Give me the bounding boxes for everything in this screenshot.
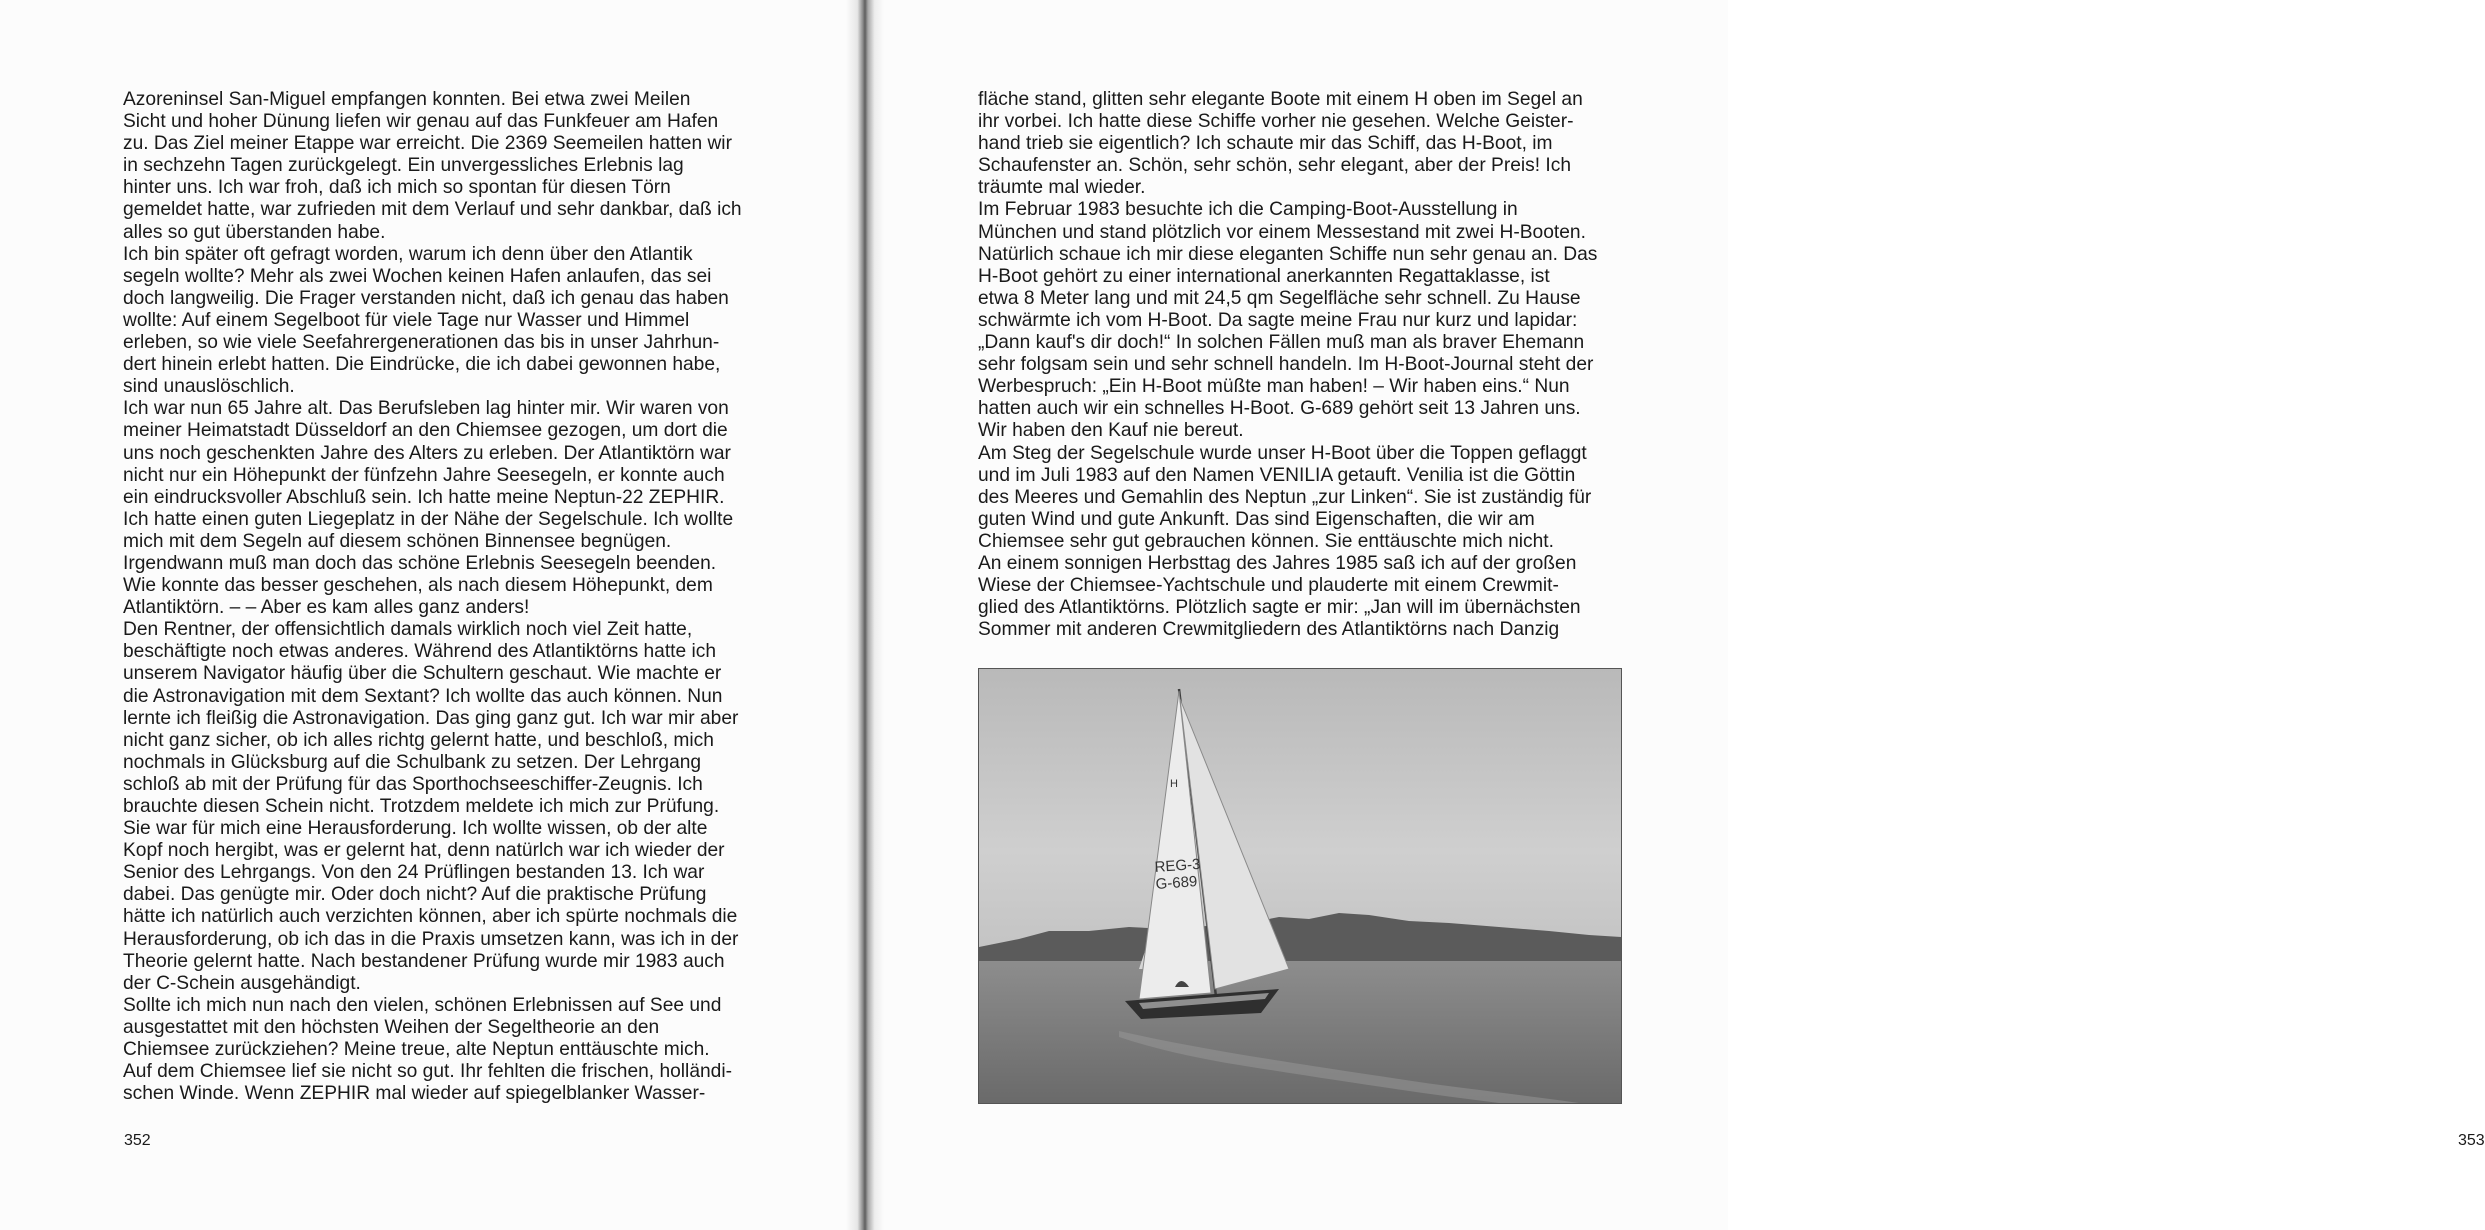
sailboat-photo	[978, 668, 1622, 1104]
page-number-left: 352	[124, 1132, 151, 1149]
paragraph: Azoreninsel San-Miguel empfangen konnten. Bei etwa zwei Meilen Sicht und hoher Dünung liefen wir genau auf das Funkfeuer am Hafen zu. Das Ziel meiner Etappe war erreicht. Die 2369 Seemeilen hatten wir in sechzehn Tagen zurückgelegt. Ein unvergessliches Erlebnis lag hinter uns. Ich war froh, daß ich mich so spontan für diesen Törn gemeldet hatte, war zufrieden mit dem Verlauf und sehr dankbar, daß ich alles so gut überstanden habe.	[123, 89, 742, 243]
paragraph: fläche stand, glitten sehr elegante Boote mit einem H oben im Segel an ihr vorbei. Ich hatte diese Schiffe vorher nie gesehen. Welche Geister- hand trieb sie eigentlich? Ich schaute mir das Schiff, das H-Boot, im Schaufenster an. Schön, sehr schön, sehr elegant, aber der Preis! Ich träumte mal wieder.	[978, 89, 1583, 199]
paragraph: Ich bin später oft gefragt worden, warum ich denn über den Atlantik segeln wollte? Mehr als zwei Wochen keinen Hafen anlaufen, das sei doch langweilig. Die Frager verstanden nicht, daß ich genau das haben wollte: Auf einem Segelboot für viele Tage nur Wasser und Himmel erleben, so wie viele Seefahrergenerationen das bis in unser Jahrhun- dert hinein erlebt hatten. Die Eindrücke, die ich dabei gewonnen habe, sind unauslöschlich.	[123, 243, 729, 398]
paragraph: Ich war nun 65 Jahre alt. Das Berufsleben lag hinter mir. Wir waren von meiner Heimatstadt Düsseldorf an den Chiemsee gezogen, um dort die uns noch geschenkten Jahre des Alters zu erleben. Der Atlantiktörn war nicht nur ein Höhepunkt der fünfzehn Jahre Seesegeln, er konnte auch ein eindrucksvoller Abschluß sein. Ich hatte meine Neptun-22 ZEPHIR. Ich hatte einen guten Liegeplatz in der Nähe der Segelschule. Ich wollte mich mit dem Segeln auf diesem schönen Binnensee begnügen. Irgendwann muß man doch das schöne Erlebnis Seesegeln beenden. Wie konnte das besser geschehen, als nach diesem Höhepunkt, dem Atlantiktörn. – – Aber es kam alles ganz anders!	[123, 398, 734, 619]
paragraph: Am Steg der Segelschule wurde unser H-Boot über die Toppen geflaggt und im Juli 1983 auf den Namen VENILIA getauft. Venilia ist die Göttin des Meeres und Gemahlin des Neptun „zur Linken“. Sie ist zuständig für guten Wind und gute Ankunft. Das sind Eigenschaften, die wir am Chiemsee sehr gut gebrauchen können. Sie enttäuschte mich nicht.	[978, 442, 1592, 552]
paragraph: Im Februar 1983 besuchte ich die Camping-Boot-Ausstellung in München und stand plötzlich vor einem Messestand mit zwei H-Booten. Natürlich schaue ich mir diese eleganten Schiffe nun sehr genau an. Das H-Boot gehört zu einer international anerkannten Regattaklasse, ist etwa 8 Meter lang und mit 24,5 qm Segelfläche sehr schnell. Zu Hause schwärmte ich vom H-Boot. Da sagte meine Frau nur kurz und lapidar: „Dann kauf's dir doch!“ In solchen Fällen muß man als braver Ehemann sehr folgsam sein und sehr schnell handeln. Im H-Boot-Journal steht der Werbespruch: „Ein H-Boot müßte man haben! – Wir haben eins.“ Nun hatten auch wir ein schnelles H-Boot. G-689 gehört seit 13 Jahren uns. Wir haben den Kauf nie bereut.	[978, 199, 1598, 442]
paragraph: An einem sonnigen Herbsttag des Jahres 1985 saß ich auf der großen Wiese der Chiemsee-Yachtschule und plauderte mit einem Crewmit- glied des Atlantiktörns. Plötzlich sagte er mir: „Jan will im übernächsten Sommer mit anderen Crewmitgliedern des Atlantiktörns nach Danzig	[978, 552, 1581, 641]
paragraph: Sollte ich mich nun nach den vielen, schönen Erlebnissen auf See und ausgestattet mit den höchsten Weihen der Segeltheorie an den Chiemsee zurückziehen? Meine treue, alte Neptun enttäuschte mich. Auf dem Chiemsee lief sie nicht so gut. Ihr fehlten die frischen, holländi- schen Winde. Wenn ZEPHIR mal wieder auf spiegelblanker Wasser-	[123, 994, 732, 1105]
sky	[979, 669, 1621, 949]
sail-number-1: REG-3	[1154, 855, 1202, 876]
lake-water	[979, 961, 1621, 1103]
sail-number-2: G-689	[1155, 873, 1198, 893]
sail-h-mark: H	[1170, 778, 1178, 790]
left-page	[0, 0, 864, 1230]
page-number-right: 353	[2458, 1132, 2485, 1149]
left-page-body	[123, 89, 742, 1105]
sailboat-photo-graphic	[979, 669, 1621, 1103]
right-page-body	[978, 89, 1597, 641]
paragraph: Den Rentner, der offensichtlich damals wirklich noch viel Zeit hatte, beschäftigte noch etwas anderes. Während des Atlantiktörns hatte ich unserem Navigator häufig über die Schultern geschaut. Wie machte er die Astronavigation mit dem Sextant? Ich wollte das auch können. Nun lernte ich fleißig die Astronavigation. Das ging ganz gut. Ich war mir aber nicht ganz sicher, ob ich alles richtg gelernt hatte, und beschloß, mich nochmals in Glücksburg auf die Schulbank zu setzen. Der Lehrgang schloß ab mit der Prüfung für das Sporthochseeschiffer-Zeugnis. Ich brauchte diesen Schein nicht. Trotzdem meldete ich mich zur Prüfung. Sie war für mich eine Herausforderung. Ich wollte wissen, ob der alte Kopf noch hergibt, was er gelernt hat, denn natürlch war ich wieder der Senior des Lehrgangs. Von den 24 Prüflingen bestanden 13. Ich war dabei. Das genügte mir. Oder doch nicht? Auf die praktische Prüfung hätte ich natürlich auch verzichten können, aber ich spürte nochmals die Herausforderung, ob ich das in die Praxis umsetzen kann, was ich in der Theorie gelernt hatte. Nach bestandener Prüfung wurde mir 1983 auch der C-Schein ausgehändigt.	[123, 619, 739, 994]
book-gutter	[846, 0, 884, 1230]
